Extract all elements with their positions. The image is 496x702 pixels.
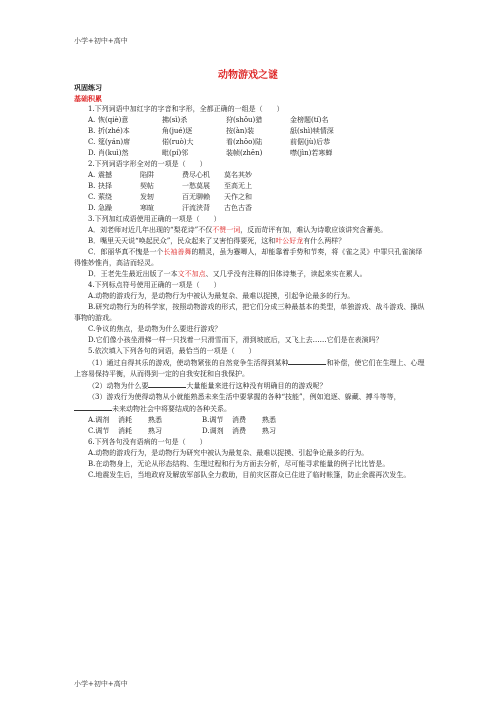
option-item: 肖(kuì)然 (98, 149, 129, 157)
option-text: A．刘老师对近几年出现的“梨花诗”不仅 (88, 226, 213, 234)
highlighted-idiom: 文不加点 (177, 270, 206, 278)
option-item: 熟悉 (148, 416, 162, 424)
page-header: 小学+初中+高中 (74, 37, 128, 45)
page-footer: 小学+初中+高中 (74, 680, 128, 688)
option-item: 偌(ruò)大 (162, 138, 194, 146)
question-4-option-d: D.它们像小孩坐滑梯一样一只找着一只滑雪而下，滑到坡底后，又飞上去……它们是在表演吗？ (88, 336, 383, 344)
option-item: 舐(shì)犊情深 (290, 127, 334, 135)
question-2-option-c (74, 192, 426, 203)
option-item: 古色古香 (224, 204, 252, 212)
option-item: B.调节 (202, 416, 224, 424)
option-label: D. (88, 204, 96, 212)
question-6-option-b: B.在动物身上，无论从形态结构、生理过程和行为方面去分析，尽可能寻求能量的例子比比皆是。 (88, 460, 390, 468)
option-item: 筵(yán)席 (98, 138, 131, 146)
question-1-option-b (74, 126, 426, 137)
option-item: 消费 (232, 427, 246, 435)
option-item: 金榜题(tí)名 (290, 116, 329, 124)
option-item: 契帖 (140, 182, 154, 190)
question-2-option-a (74, 170, 426, 181)
question-3-option-c (74, 247, 426, 269)
question-4-option-c: C.争议的焦点，是动物为什么要进行游戏？ (88, 325, 222, 333)
option-text: 、又几乎没有注释的旧体诗集子，读起来实在累人。 (205, 270, 367, 278)
highlighted-idiom: 不赞一词 (212, 226, 241, 234)
section-heading-sub: 基础积累 (74, 94, 102, 103)
option-item: 恢(qiè)意 (98, 116, 129, 124)
question-1-option-a (74, 115, 426, 126)
option-text: D．王老先生最近出版了一本 (88, 270, 178, 278)
option-label: D. (88, 149, 96, 157)
fill-blank (148, 380, 186, 388)
option-item: 装帧(zhēn) (226, 149, 263, 157)
question-5-options-row-2 (74, 426, 426, 437)
question-5-sentence-1 (74, 357, 426, 380)
question-4-stem: 4.下列标点符号使用正确的一项是（ ） (88, 281, 221, 289)
option-item: 消耗 (118, 427, 132, 435)
question-1-option-c (74, 137, 426, 148)
highlighted-idiom: 长袖善舞 (163, 248, 192, 256)
option-item: 震撼 (98, 171, 112, 179)
option-item: 熟习 (148, 427, 162, 435)
option-label: C. (88, 138, 96, 146)
question-3-option-d (74, 269, 426, 280)
option-item: 费尽心机 (182, 171, 210, 179)
question-5-stem: 5.依次填入下列各句的词语，最恰当的一项是（ ） (88, 347, 256, 355)
question-1-option-d (74, 148, 426, 159)
fill-blank (74, 403, 112, 411)
option-item: 看(zhōo)陆 (226, 138, 263, 146)
page-title: 动物游戏之谜 (218, 70, 278, 81)
question-3-option-a (74, 225, 426, 236)
sentence-text: 大量能量来进行这种没有明确目的的游戏呢？ (186, 382, 327, 390)
question-4-option-b: B.研究动物行为的科学家，按照动物游戏的形式，把它们分成三种最基本的类型，单独游戏、战斗游戏、操纵事物的游戏。 (74, 303, 425, 322)
option-item: 一愁莫展 (182, 182, 210, 190)
question-6-stem: 6.下列各句没有语病的一句是（ ） (88, 438, 207, 446)
question-6-option-c: C.地震发生后，当地政府及解放军部队全力救助，目前灾区群众已住进了临时帐篷，防止余震再次发生。 (88, 471, 411, 479)
question-3-stem: 3.下列加红成语使用正确的一项是（ ） (88, 215, 221, 223)
option-item: 抉择 (98, 182, 112, 190)
option-item: 寒暄 (140, 204, 154, 212)
sentence-text: （3）游戏行为使得动物从小就能熟悉未来生活中要掌握的各种“技能”，例如追逐、躲藏、搏斗等等， (88, 393, 401, 401)
option-item: 莫名其妙 (224, 171, 252, 179)
question-2-option-b (74, 181, 426, 192)
option-item: 拂(sì)杀 (162, 116, 188, 124)
question-2-option-d (74, 203, 426, 214)
option-text: B．嘴里天天说“唤起民众”，民众起来了又害怕得要死，这和 (88, 237, 276, 245)
option-item: 毗(pí)邻 (162, 149, 189, 157)
option-label: A. (88, 116, 96, 124)
option-item: 天作之和 (224, 193, 252, 201)
fill-blank (288, 357, 326, 365)
option-item: 陷阱 (140, 171, 154, 179)
exercise-content (74, 82, 426, 481)
highlighted-idiom: 叶公好龙 (275, 237, 304, 245)
question-6-option-a: A.动物的游戏行为，是动物行为研究中被认为最复杂、最难以捉摸、引起争论最多的行为。 (88, 449, 369, 457)
option-item: 至高无上 (224, 182, 252, 190)
option-item: 噤(jìn)若寒蝉 (290, 149, 333, 157)
sentence-text: （2）动物为什么要 (88, 382, 149, 390)
option-item: 按(àn)装 (226, 127, 255, 135)
option-item: 百无聊赖 (182, 193, 210, 201)
sentence-text: 和补偿，使它们在生理上、心理上容易保持平衡，从而得到一定的自我安抚和自我保护。 (74, 359, 425, 378)
sentence-text: （1）通过自得其乐的游戏，使动物紧张的自然竞争生活得到某种 (88, 359, 289, 367)
option-item: D.调剂 (202, 427, 224, 435)
option-item: 消费 (232, 416, 246, 424)
option-item: 狩(shǒu)猎 (226, 116, 263, 124)
option-item: 萦绕 (98, 193, 112, 201)
option-label: A. (88, 171, 96, 179)
section-heading-main: 巩固练习 (74, 83, 102, 92)
sentence-text: 未来动物社会中将要结成的各种关系。 (112, 405, 231, 413)
question-5-options-row-1 (74, 415, 426, 426)
option-text: C．郎丽华真不愧是一个 (88, 248, 164, 256)
option-item: C.调节 (88, 427, 110, 435)
option-item: A.调剂 (88, 416, 110, 424)
option-item: 发轫 (140, 193, 154, 201)
option-item: 折(zhé)本 (98, 127, 130, 135)
question-4-option-a: A.动物的游戏行为，是动物行为中被认为最复杂、最难以捉摸，引起争论最多的行为。 (88, 292, 355, 300)
option-item: 急躁 (98, 204, 112, 212)
option-item: 熟悉 (262, 416, 276, 424)
option-text: 有什么两样？ (303, 237, 346, 245)
option-label: B. (88, 127, 96, 135)
question-5-sentence-3 (74, 392, 426, 415)
option-item: 角(jué)逐 (162, 127, 193, 135)
question-3-option-b (74, 236, 426, 247)
question-5-sentence-2 (74, 380, 426, 392)
option-item: 熟习 (262, 427, 276, 435)
option-label: C. (88, 193, 96, 201)
option-item: 前倨(jù)后恭 (290, 138, 331, 146)
option-item: 汗流浃背 (182, 204, 210, 212)
option-text: ，反而苛评有加，难认为诗歌应该讲究含蓄美。 (240, 226, 388, 234)
option-item: 消耗 (118, 416, 132, 424)
option-text: 的精灵，虽为蹇唧人，却能靠着手势和节奏，将《雀之灵》中罪只孔雀演绎得惟妙惟肖，高洁而轻灵。 (74, 248, 423, 267)
question-2-stem: 2.下列词语字形全对的一项是（ ） (88, 160, 207, 168)
option-label: B. (88, 182, 96, 190)
question-1-stem: 1.下列词语中加红字的字音和字形，全都正确的一组是（ ） (88, 105, 284, 113)
